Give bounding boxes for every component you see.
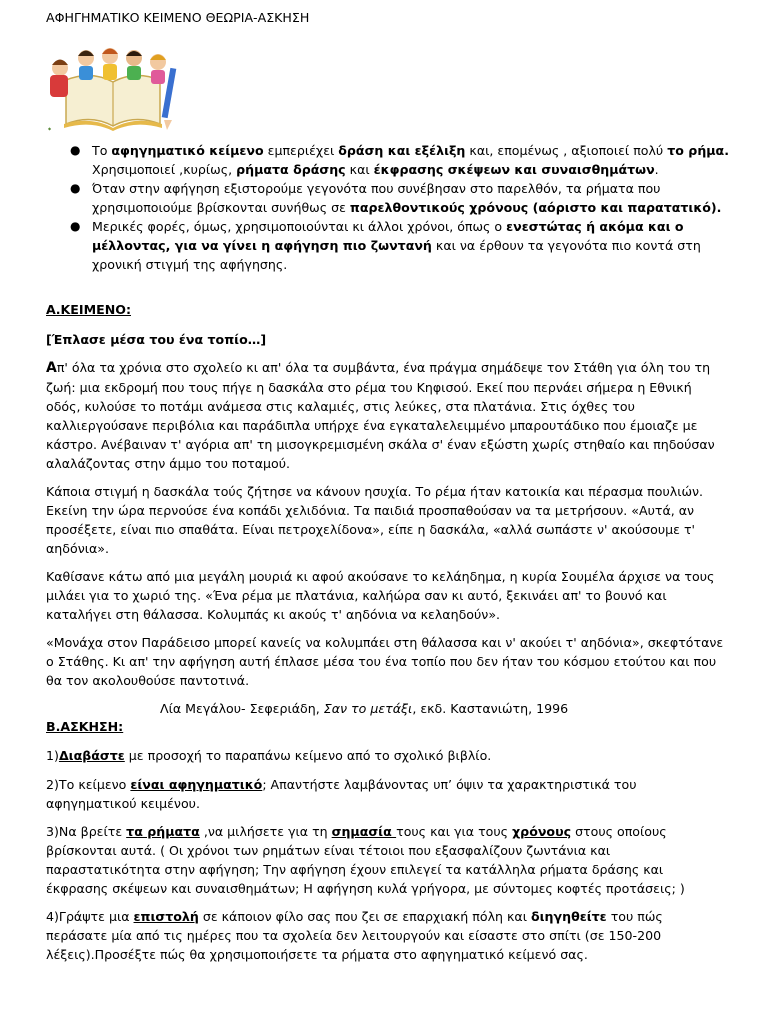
exercise-1: 1)Διαβάστε με προσοχή το παραπάνω κείμενο από το σχολικό βιβλίο. — [46, 748, 492, 763]
drop-letter: Α — [46, 360, 57, 376]
bullet-icon: ● — [70, 143, 81, 157]
exercise-4: 4)Γράψτε μια επιστολή σε κάποιον φίλο σας που ζει σε επαρχιακή πόλη και διηγηθείτε του πώς περάσατε μία από τις ημέρες που τα σχολεία δεν λειτουργούν και είσαστε στο σπίτι (σε 150-200 λέξεις).Προσέξτε πώς θα χρησιμοποιήσετε τα ρήματα στο αφηγηματικό κείμενό σας. — [46, 909, 663, 962]
section-b-heading: Β.ΑΣΚΗΣΗ: — [46, 719, 124, 734]
list-item: ● Μερικές φορές, όμως, χρησιμοποιούνται κι άλλοι χρόνοι, όπως ο ενεστώτας ή ακόμα και ο μέλλοντας, για να γίνει η αφήγηση πιο ζωντανή και να έρθουν τα γεγονότα πιο κοντά στη χρονική στιγμή της αφήγησης. — [70, 219, 701, 272]
exercise-2: 2)Το κείμενο είναι αφηγηματικό; Απαντήστε λαμβάνοντας υπ’ όψιν τα χαρακτηριστικά του αφηγηματικού κειμένου. — [46, 777, 637, 811]
text-source: Λία Μεγάλου- Σεφεριάδη, Σαν το μετάξι, εκδ. Καστανιώτη, 1996 — [160, 701, 569, 716]
exercise-3: 3)Να βρείτε τα ρήματα ,να μιλήσετε για τη σημασία τους και για τους χρόνους στους οποίους βρίσκονται αυτά. ( Οι χρόνοι των ρημάτων είναι τέτοιοι που εξασφαλίζουν ζωντάνια και παραστατικότητα στην αφήγηση; Την αφήγηση έχουν επιλεγεί τα κατάλληλα ρήματα δράσης και έκφρασης σκέψεων και συναισθημάτων; Η αφήγηση κυλά γρήγορα, με σύντομες κοφτές προτάσεις; ) — [46, 824, 685, 896]
bullet-icon: ● — [70, 219, 81, 233]
list-item: ● Το αφηγηματικό κείμενο εμπεριέχει δράση και εξέλιξη και, επομένως , αξιοποιεί πολύ το ρήμα. Χρησιμοποιεί ,κυρίως, ρήματα δράσης και έκφρασης σκέψεων και συναισθημάτων. — [70, 143, 729, 177]
text-subheading: [Έπλασε μέσα του ένα τοπίο…] — [46, 332, 267, 347]
story-paragraph-2: Κάποια στιγμή η δασκάλα τούς ζήτησε να κάνουν ησυχία. Το ρέμα ήταν κατοικία και πέρασμα πουλιών. Εκείνη την ώρα περνούσε ένα κοπάδι χελιδόνια. Τα παιδιά προσπαθούσαν να τα μετρήσουν. «Αυτά, αν προσέξετε, είναι πιο σπαθάτα. Είναι πετροχελίδονα», είπε η δασκάλα, «αλλά σωπάστε ν' ακούσουμε τ' αηδόνια». — [46, 484, 704, 556]
bullet-icon: ● — [70, 181, 81, 195]
theory-bullet-list — [70, 141, 732, 274]
list-item: ● Όταν στην αφήγηση εξιστορούμε γεγονότα που συνέβησαν στο παρελθόν, τα ρήματα που χρησιμοποιούμε βρίσκονται συνήθως σε παρελθοντικούς χρόνους (αόριστο και παρατατικό). — [70, 181, 722, 215]
story-paragraph-1: Απ' όλα τα χρόνια στο σχολείο κι απ' όλα τα συμβάντα, ένα πράγμα σημάδεψε τον Στάθη για όλη του τη ζωή: μια εκδρομή που τους πήγε η δασκάλα στο ρέμα του Κηφισού. Εκεί που περνάει σήμερα η Εθνική οδός, κυλούσε το ποτάμι ανάμεσα στις καλαμιές, στις λεύκες, στα πλατάνια. Στις όχθες του καλλιεργούσανε περιβόλια και παράδιπλα υπήρχε ένα εγκαταλελειμμένο μπαρουτάδικο που έμοιαζε με κάστρο. Ανέβαιναν τ' αγόρια απ' τη μισογκρεμισμένη σκάλα σ' έναν εξώστη χωρίς στηθαίο και πηδούσαν αλαλάζοντας στην άμμο του ποταμού. — [46, 360, 715, 471]
story-paragraph-4: «Μονάχα στον Παράδεισο μπορεί κανείς να κολυμπάει στη θάλασσα και ν' ακούει τ' αηδόνια», σκεφτότανε ο Στάθης. Κι απ' την αφήγηση αυτή έπλασε μέσα του ένα τοπίο που δεν ήταν του κόσμου ετούτου και που θα τον ακολουθούσε παντοτινά. — [46, 635, 724, 688]
page-title: ΑΦΗΓΗΜΑΤΙΚΟ ΚΕΙΜΕΝΟ ΘΕΩΡΙΑ-ΑΣΚΗΣΗ — [46, 10, 310, 25]
story-paragraph-3: Καθίσανε κάτω από μια μεγάλη μουριά κι αφού ακούσανε το κελάηδημα, η κυρία Σουμέλα άρχισε να τους μιλάει για το χωριό της. «Ένα ρέμα με πλατάνια, καλήώρα σαν κι αυτό, ξεκινάει απ' το βουνό και καταλήγει στη θάλασσα. Κολυμπάς κι ακούς τ' αηδόνια να κελαηδούν». — [46, 569, 715, 622]
svg-text:◆: ◆ — [48, 126, 52, 131]
section-a-heading: Α.ΚΕΙΜΕΝΟ: — [46, 302, 131, 317]
children-reading-book-illustration — [46, 40, 180, 132]
